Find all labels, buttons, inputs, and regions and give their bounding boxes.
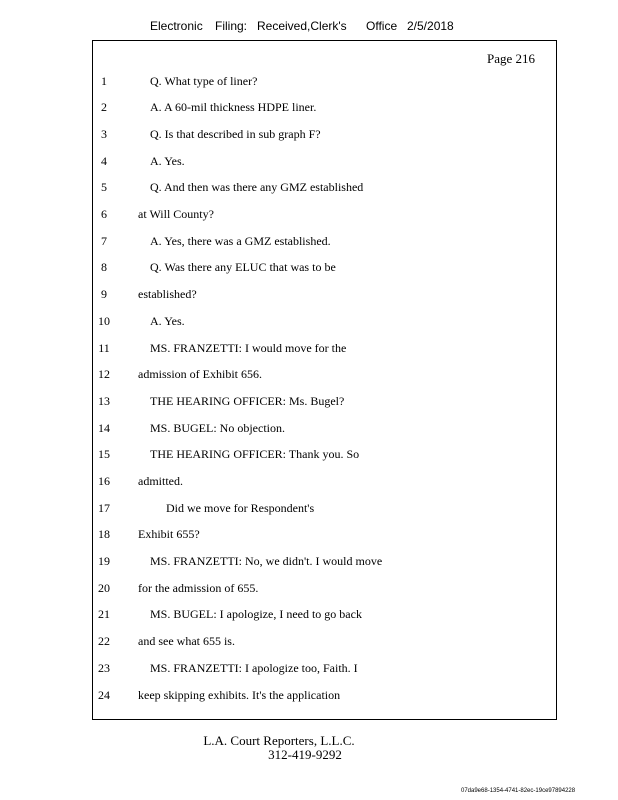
line-number: 22 (98, 634, 110, 648)
line-text: A. Yes. (150, 154, 185, 168)
stamp-word: Electronic (150, 19, 203, 33)
transcript-line (0, 688, 618, 708)
line-text: MS. FRANZETTI: No, we didn't. I would move (150, 554, 383, 568)
court-reporter-name: L.A. Court Reporters, L.L.C. (203, 733, 355, 748)
transcript-line (0, 607, 618, 627)
transcript-line (0, 447, 618, 467)
line-number: 4 (101, 154, 107, 168)
line-number: 7 (101, 234, 107, 248)
line-number: 17 (98, 501, 110, 515)
electronic-filing-stamp (0, 19, 618, 37)
stamp-date: 2/5/2018 (407, 19, 454, 33)
court-reporter-phone: 312-419-9292 (268, 747, 342, 762)
line-number: 3 (101, 127, 107, 141)
transcript-line (0, 314, 618, 334)
transcript-line (0, 421, 618, 441)
transcript-line (0, 581, 618, 601)
line-number: 5 (101, 180, 107, 194)
line-text: established? (138, 287, 197, 301)
transcript-line (0, 100, 618, 120)
line-number: 23 (98, 661, 110, 675)
line-number: 24 (98, 688, 110, 702)
line-text: keep skipping exhibits. It's the application (138, 688, 341, 702)
transcript-line (0, 474, 618, 494)
line-text: Q. Was there any ELUC that was to be (150, 260, 336, 274)
transcript-line (0, 260, 618, 280)
line-number: 20 (98, 581, 110, 595)
line-text: admission of Exhibit 656. (138, 367, 262, 381)
transcript-line (0, 180, 618, 200)
stamp-word: Filing: (215, 19, 248, 33)
transcript-line (0, 74, 618, 94)
line-number: 10 (98, 314, 110, 328)
transcript-line (0, 661, 618, 681)
transcript-line (0, 527, 618, 547)
line-text: Exhibit 655? (138, 527, 200, 541)
line-number: 15 (98, 447, 110, 461)
line-text: admitted. (138, 474, 183, 488)
transcript-line (0, 234, 618, 254)
transcript-line (0, 154, 618, 174)
line-number: 19 (98, 554, 110, 568)
transcript-line (0, 634, 618, 654)
line-number: 9 (101, 287, 107, 301)
line-text: Q. And then was there any GMZ established (150, 180, 364, 194)
line-text: at Will County? (138, 207, 214, 221)
line-text: A. A 60-mil thickness HDPE liner. (150, 100, 317, 114)
line-number: 8 (101, 260, 107, 274)
line-number: 21 (98, 607, 110, 621)
line-text: THE HEARING OFFICER: Thank you. So (150, 447, 360, 461)
transcript-line (0, 127, 618, 147)
line-text: MS. FRANZETTI: I apologize too, Faith. I (150, 661, 358, 675)
line-number: 2 (101, 100, 107, 114)
line-number: 14 (98, 421, 110, 435)
transcript-line (0, 394, 618, 414)
line-text: THE HEARING OFFICER: Ms. Bugel? (150, 394, 345, 408)
line-number: 16 (98, 474, 110, 488)
stamp-word: Office (366, 19, 398, 33)
transcript-line (0, 501, 618, 521)
line-text: MS. BUGEL: I apologize, I need to go back (150, 607, 362, 621)
line-text: and see what 655 is. (138, 634, 235, 648)
line-number: 13 (98, 394, 110, 408)
transcript-line (0, 367, 618, 387)
line-number: 6 (101, 207, 107, 221)
transcript-line (0, 341, 618, 361)
transcript-line (0, 554, 618, 574)
stamp-word: Received,Clerk's (257, 19, 347, 33)
line-text: MS. BUGEL: No objection. (150, 421, 285, 435)
line-number: 11 (98, 341, 110, 355)
line-number: 1 (101, 74, 107, 88)
line-number: 18 (98, 527, 110, 541)
line-text: Q. Is that described in sub graph F? (150, 127, 321, 141)
line-text: Q. What type of liner? (150, 74, 258, 88)
line-text: Did we move for Respondent's (166, 501, 315, 515)
document-id-code: 07da9e68-1354-4741-82ec-19ce97894228 (461, 788, 576, 794)
line-text: for the admission of 655. (138, 581, 259, 595)
line-text: A. Yes, there was a GMZ established. (150, 234, 331, 248)
line-text: A. Yes. (150, 314, 185, 328)
line-text: MS. FRANZETTI: I would move for the (150, 341, 347, 355)
transcript-line (0, 207, 618, 227)
transcript-line (0, 287, 618, 307)
line-number: 12 (98, 367, 110, 381)
page-number: Page 216 (487, 51, 536, 66)
